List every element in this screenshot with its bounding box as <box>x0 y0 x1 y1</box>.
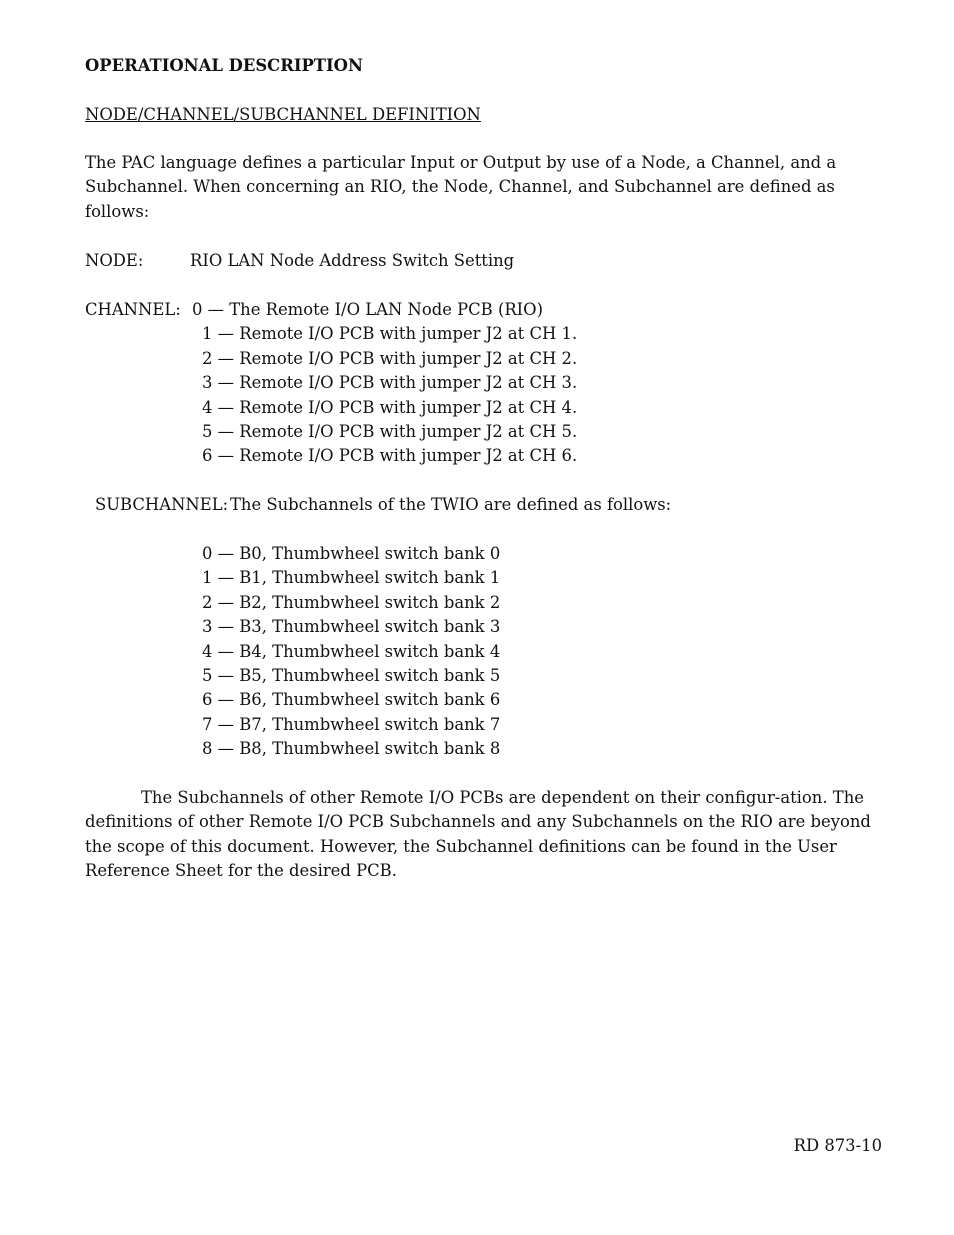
node-value: RIO LAN Node Address Switch Setting <box>190 251 515 270</box>
subchannel-item: 4 — B4, Thumbwheel switch bank 4 <box>202 641 501 661</box>
channel-item: 0 — The Remote I/O LAN Node PCB (RIO) <box>192 300 543 319</box>
page-footer-code: RD 873-10 <box>793 1136 882 1155</box>
subchannel-item: 7 — B7, Thumbwheel switch bank 7 <box>202 714 501 734</box>
channel-item: 2 — Remote I/O PCB with jumper J2 at CH 2. <box>202 348 578 368</box>
channel-item: 1 — Remote I/O PCB with jumper J2 at CH 1. <box>202 324 578 344</box>
subchannel-item: 8 — B8, Thumbwheel switch bank 8 <box>202 739 501 759</box>
channel-list <box>192 298 577 469</box>
subchannel-item: 1 — B1, Thumbwheel switch bank 1 <box>202 568 501 588</box>
channel-item: 4 — Remote I/O PCB with jumper J2 at CH 4. <box>202 397 578 417</box>
subchannel-item: 3 — B3, Thumbwheel switch bank 3 <box>202 617 501 637</box>
closing-paragraph: The Subchannels of other Remote I/O PCBs are dependent on their configur-ation. The definitions of other Remote I/O PCB Subchannels and any Subchannels on the RIO are beyond the scope of this document. However, the Subchannel definitions can be found in the User Reference Sheet for the desired PCB. <box>85 788 871 881</box>
subchannel-label: SUBCHANNEL: <box>95 495 229 514</box>
subchannel-list <box>202 542 500 762</box>
subchannel-item: 2 — B2, Thumbwheel switch bank 2 <box>202 592 501 612</box>
subchannel-item: 0 — B0, Thumbwheel switch bank 0 <box>202 544 501 563</box>
channel-item: 6 — Remote I/O PCB with jumper J2 at CH 6. <box>202 446 578 466</box>
subchannel-item: 5 — B5, Thumbwheel switch bank 5 <box>202 666 501 686</box>
subchannel-description: The Subchannels of the TWIO are defined as follows: <box>230 495 672 514</box>
channel-item: 3 — Remote I/O PCB with jumper J2 at CH 3. <box>202 373 578 393</box>
section-subheading: NODE/CHANNEL/SUBCHANNEL DEFINITION <box>85 105 481 124</box>
channel-item: 5 — Remote I/O PCB with jumper J2 at CH 5. <box>202 422 578 442</box>
section-heading: OPERATIONAL DESCRIPTION <box>85 56 363 75</box>
intro-paragraph: The PAC language defines a particular Input or Output by use of a Node, a Channel, and a Subchannel. When concerning an RIO, the Node, Channel, and Subchannel are defined as follows: <box>85 153 837 221</box>
channel-label: CHANNEL: <box>85 300 181 319</box>
node-label: NODE: <box>85 251 144 270</box>
subchannel-item: 6 — B6, Thumbwheel switch bank 6 <box>202 690 501 710</box>
